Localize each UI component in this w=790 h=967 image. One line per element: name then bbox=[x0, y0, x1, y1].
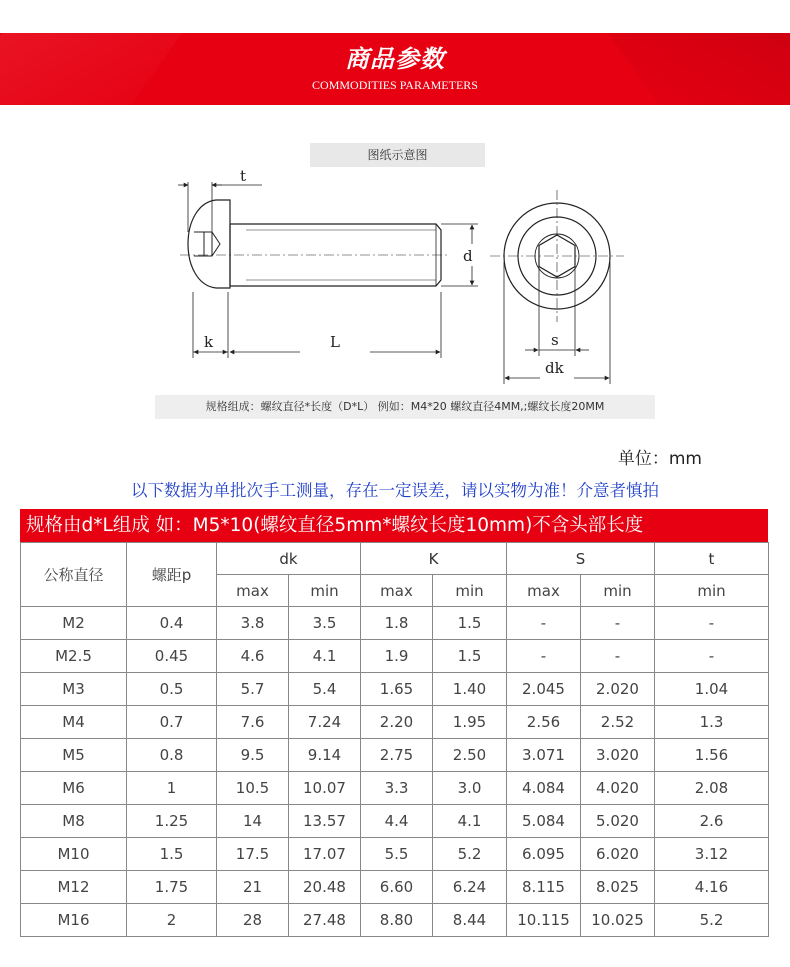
cell-t-min: 1.04 bbox=[655, 673, 769, 706]
cell-pitch: 0.8 bbox=[127, 739, 217, 772]
cell-S-min: 3.020 bbox=[581, 739, 655, 772]
cell-S-max: 2.56 bbox=[507, 706, 581, 739]
cell-K-min: 1.5 bbox=[433, 607, 507, 640]
dim-label-d: d bbox=[463, 247, 473, 265]
cell-K-min: 1.5 bbox=[433, 640, 507, 673]
table-row bbox=[21, 838, 769, 871]
cell-dk-min: 20.48 bbox=[289, 871, 361, 904]
cell-S-max: - bbox=[507, 640, 581, 673]
cell-nominal: M5 bbox=[21, 739, 127, 772]
cell-pitch: 0.4 bbox=[127, 607, 217, 640]
cell-dk-min: 5.4 bbox=[289, 673, 361, 706]
cell-S-min: - bbox=[581, 640, 655, 673]
cell-K-min: 8.44 bbox=[433, 904, 507, 937]
cell-S-min: 10.025 bbox=[581, 904, 655, 937]
cell-K-min: 6.24 bbox=[433, 871, 507, 904]
cell-K-min: 2.50 bbox=[433, 739, 507, 772]
dim-label-t: t bbox=[240, 167, 247, 185]
cell-K-min: 3.0 bbox=[433, 772, 507, 805]
header-nominal-diameter: 公称直径 bbox=[21, 543, 127, 607]
cell-t-min: 2.08 bbox=[655, 772, 769, 805]
cell-K-max: 8.80 bbox=[361, 904, 433, 937]
cell-K-min: 4.1 bbox=[433, 805, 507, 838]
cell-K-max: 5.5 bbox=[361, 838, 433, 871]
cell-K-min: 5.2 bbox=[433, 838, 507, 871]
cell-dk-max: 3.8 bbox=[217, 607, 289, 640]
table-row bbox=[21, 772, 769, 805]
subheader-K-min: min bbox=[433, 575, 507, 607]
cell-S-min: 2.020 bbox=[581, 673, 655, 706]
header-S: S bbox=[507, 543, 655, 575]
cell-t-min: - bbox=[655, 640, 769, 673]
header-pitch: 螺距p bbox=[127, 543, 217, 607]
cell-dk-max: 5.7 bbox=[217, 673, 289, 706]
cell-nominal: M8 bbox=[21, 805, 127, 838]
cell-t-min: 5.2 bbox=[655, 904, 769, 937]
unit-label: 单位：mm bbox=[617, 449, 702, 469]
cell-dk-min: 27.48 bbox=[289, 904, 361, 937]
cell-nominal: M3 bbox=[21, 673, 127, 706]
subheader-S-max: max bbox=[507, 575, 581, 607]
cell-dk-min: 13.57 bbox=[289, 805, 361, 838]
cell-S-max: - bbox=[507, 607, 581, 640]
cell-S-min: 8.025 bbox=[581, 871, 655, 904]
table-row bbox=[21, 904, 769, 937]
cell-nominal: M4 bbox=[21, 706, 127, 739]
cell-S-max: 4.084 bbox=[507, 772, 581, 805]
cell-t-min: 4.16 bbox=[655, 871, 769, 904]
cell-pitch: 1 bbox=[127, 772, 217, 805]
dim-label-dk: dk bbox=[545, 359, 564, 377]
cell-S-max: 5.084 bbox=[507, 805, 581, 838]
side-view bbox=[180, 200, 450, 288]
cell-pitch: 0.7 bbox=[127, 706, 217, 739]
table-row bbox=[21, 739, 769, 772]
cell-pitch: 1.25 bbox=[127, 805, 217, 838]
cell-nominal: M6 bbox=[21, 772, 127, 805]
cell-nominal: M2 bbox=[21, 607, 127, 640]
cell-pitch: 1.5 bbox=[127, 838, 217, 871]
header-banner bbox=[0, 33, 790, 105]
table-row bbox=[21, 871, 769, 904]
cell-K-min: 1.40 bbox=[433, 673, 507, 706]
cell-dk-max: 14 bbox=[217, 805, 289, 838]
cell-S-min: 6.020 bbox=[581, 838, 655, 871]
header-t: t bbox=[655, 543, 769, 575]
banner-title: 商品参数 bbox=[345, 44, 445, 73]
diagram-label: 图纸示意图 bbox=[310, 143, 485, 167]
subheader-dk-max: max bbox=[217, 575, 289, 607]
cell-t-min: 3.12 bbox=[655, 838, 769, 871]
table-row bbox=[21, 607, 769, 640]
cell-dk-min: 10.07 bbox=[289, 772, 361, 805]
table-header-row bbox=[21, 543, 769, 575]
table-row bbox=[21, 673, 769, 706]
cell-dk-max: 10.5 bbox=[217, 772, 289, 805]
cell-S-max: 2.045 bbox=[507, 673, 581, 706]
cell-K-min: 1.95 bbox=[433, 706, 507, 739]
header-dk: dk bbox=[217, 543, 361, 575]
cell-t-min: 2.6 bbox=[655, 805, 769, 838]
table-title: 规格由d*L组成 如：M5*10(螺纹直径5mm*螺纹长度10mm)不含头部长度 bbox=[20, 509, 768, 542]
cell-K-max: 1.9 bbox=[361, 640, 433, 673]
cell-dk-max: 17.5 bbox=[217, 838, 289, 871]
table-row bbox=[21, 805, 769, 838]
cell-t-min: 1.3 bbox=[655, 706, 769, 739]
front-view bbox=[490, 190, 624, 322]
subheader-K-max: max bbox=[361, 575, 433, 607]
table-row bbox=[21, 706, 769, 739]
cell-S-min: 2.52 bbox=[581, 706, 655, 739]
cell-pitch: 2 bbox=[127, 904, 217, 937]
banner-subtitle: COMMODITIES PARAMETERS bbox=[312, 78, 478, 92]
cell-nominal: M10 bbox=[21, 838, 127, 871]
subheader-S-min: min bbox=[581, 575, 655, 607]
dim-label-k: k bbox=[204, 333, 214, 351]
screw-head bbox=[188, 200, 230, 288]
cell-K-max: 2.20 bbox=[361, 706, 433, 739]
header-K: K bbox=[361, 543, 507, 575]
dim-label-L: L bbox=[330, 333, 340, 351]
cell-dk-min: 3.5 bbox=[289, 607, 361, 640]
table-row bbox=[21, 640, 769, 673]
cell-K-max: 3.3 bbox=[361, 772, 433, 805]
cell-nominal: M16 bbox=[21, 904, 127, 937]
cell-K-max: 4.4 bbox=[361, 805, 433, 838]
hex-socket-side bbox=[194, 232, 220, 256]
cell-t-min: 1.56 bbox=[655, 739, 769, 772]
cell-dk-max: 4.6 bbox=[217, 640, 289, 673]
cell-K-max: 1.65 bbox=[361, 673, 433, 706]
cell-S-min: 5.020 bbox=[581, 805, 655, 838]
cell-pitch: 1.75 bbox=[127, 871, 217, 904]
cell-pitch: 0.5 bbox=[127, 673, 217, 706]
spec-table bbox=[20, 542, 769, 937]
screw-technical-drawing bbox=[0, 165, 790, 390]
cell-dk-max: 28 bbox=[217, 904, 289, 937]
cell-dk-max: 7.6 bbox=[217, 706, 289, 739]
cell-S-max: 10.115 bbox=[507, 904, 581, 937]
cell-S-max: 3.071 bbox=[507, 739, 581, 772]
cell-nominal: M2.5 bbox=[21, 640, 127, 673]
cell-dk-max: 21 bbox=[217, 871, 289, 904]
cell-nominal: M12 bbox=[21, 871, 127, 904]
cell-dk-max: 9.5 bbox=[217, 739, 289, 772]
cell-dk-min: 4.1 bbox=[289, 640, 361, 673]
cell-S-max: 8.115 bbox=[507, 871, 581, 904]
dim-label-s: s bbox=[551, 331, 559, 349]
cell-S-min: - bbox=[581, 607, 655, 640]
cell-dk-min: 7.24 bbox=[289, 706, 361, 739]
cell-dk-min: 17.07 bbox=[289, 838, 361, 871]
subheader-dk-min: min bbox=[289, 575, 361, 607]
cell-K-max: 6.60 bbox=[361, 871, 433, 904]
cell-dk-min: 9.14 bbox=[289, 739, 361, 772]
cell-K-max: 1.8 bbox=[361, 607, 433, 640]
dim-k-L bbox=[193, 292, 441, 358]
subheader-t-min: min bbox=[655, 575, 769, 607]
cell-S-min: 4.020 bbox=[581, 772, 655, 805]
measurement-notice: 以下数据为单批次手工测量，存在一定误差，请以实物为准！介意者慎拍 bbox=[131, 481, 659, 500]
cell-pitch: 0.45 bbox=[127, 640, 217, 673]
cell-K-max: 2.75 bbox=[361, 739, 433, 772]
cell-t-min: - bbox=[655, 607, 769, 640]
spec-format-caption: 规格组成：螺纹直径*长度（D*L） 例如：M4*20 螺纹直径4MM,;螺纹长度20MM bbox=[155, 395, 655, 419]
cell-S-max: 6.095 bbox=[507, 838, 581, 871]
